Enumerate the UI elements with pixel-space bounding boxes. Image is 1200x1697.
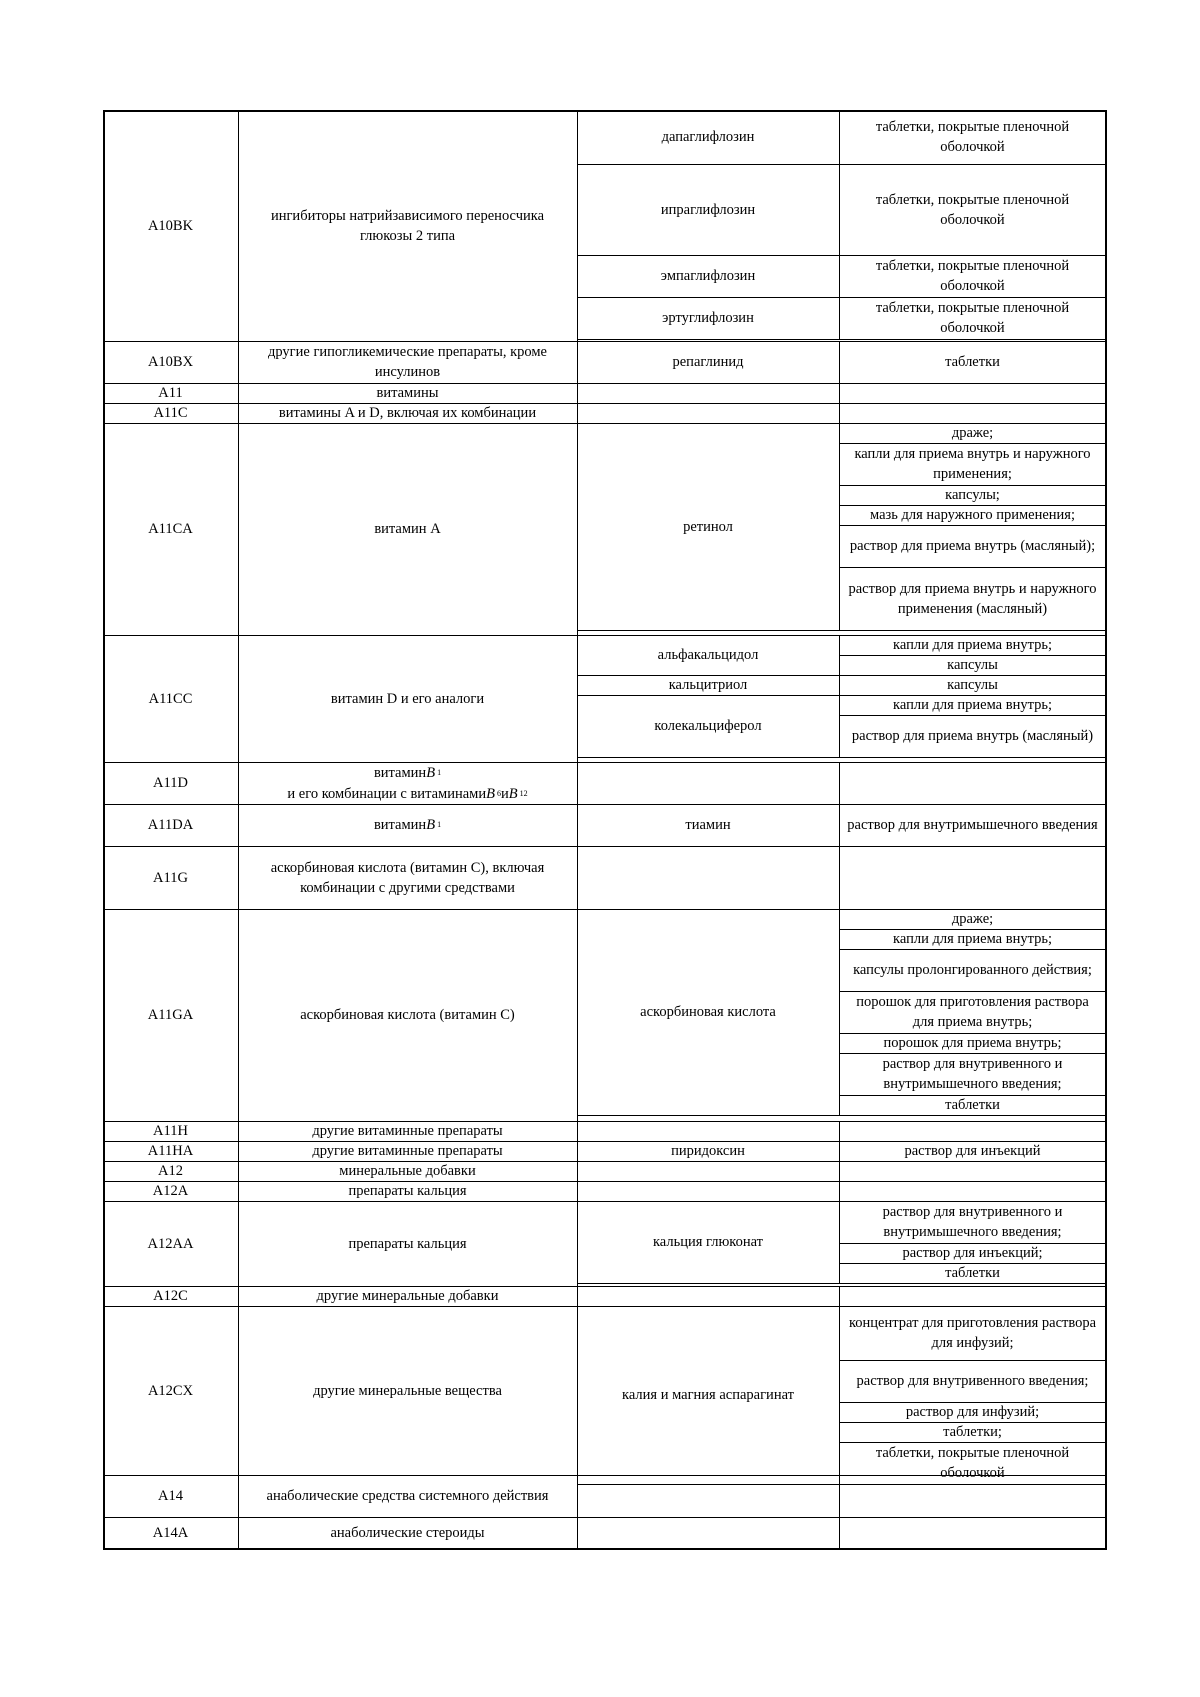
dosage-form: раствор для внутривенного введения; xyxy=(856,1373,1089,1389)
atc-code: A14 xyxy=(158,1488,183,1504)
drug-name: эмпаглифлозин xyxy=(660,268,756,284)
dosage-form: порошок для приема внутрь; xyxy=(883,1035,1062,1051)
dosage-form: капли для приема внутрь; xyxy=(893,637,1052,653)
dosage-form: таблетки, покрытые пленочной оболочкой xyxy=(875,1445,1070,1481)
dosage-form: раствор для приема внутрь и наружного применения (масляный) xyxy=(848,580,1097,617)
atc-code: A11DA xyxy=(147,817,194,833)
dosage-form: порошок для приготовления раствора для приема внутрь; xyxy=(856,994,1089,1030)
atc-code: A12 xyxy=(158,1163,183,1179)
drug-name: тиамин xyxy=(685,817,731,833)
dosage-form: мазь для наружного применения; xyxy=(870,507,1075,523)
atc-code: A12C xyxy=(153,1288,188,1304)
anatomical-group: витамины A и D, включая их комбинации xyxy=(278,405,537,421)
dosage-form: раствор для инфузий; xyxy=(905,1404,1040,1420)
table-outer-border xyxy=(103,110,1107,1550)
vitamin-letter: B xyxy=(486,785,495,802)
anatomical-group: другие витаминные препараты xyxy=(312,1123,503,1139)
anatomical-group: другие витаминные препараты xyxy=(312,1143,503,1159)
vitamin-subscript: 12 xyxy=(519,788,528,798)
dosage-form: раствор для приема внутрь (масляный); xyxy=(849,538,1096,554)
atc-code: A11 xyxy=(158,385,183,401)
group-text: и его комбинации с витаминами xyxy=(287,785,487,802)
dosage-form: капли для приема внутрь; xyxy=(893,931,1052,947)
vitamin-letter: B xyxy=(508,785,518,802)
dosage-form: капсулы xyxy=(947,677,998,693)
dosage-form: концентрат для приготовления раствора для инфузий; xyxy=(848,1315,1097,1351)
anatomical-group: аскорбиновая кислота (витамин C), включая комбинации с другими средствами xyxy=(270,859,545,896)
dosage-form: капсулы; xyxy=(945,487,1000,503)
dosage-form: таблетки, покрытые пленочной оболочкой xyxy=(875,191,1070,228)
atc-code: A14A xyxy=(152,1525,189,1541)
dosage-form: таблетки, покрытые пленочной оболочкой xyxy=(875,119,1070,155)
dosage-form: таблетки xyxy=(945,354,1000,370)
atc-code: A11HA xyxy=(147,1143,194,1159)
group-text: и xyxy=(500,785,509,802)
atc-code: A11GA xyxy=(147,1007,194,1023)
drug-name: колекальциферол xyxy=(654,718,762,734)
dosage-form: раствор для внутривенного и внутримышечного введения; xyxy=(882,1204,1063,1240)
vitamin-subscript: 1 xyxy=(437,767,442,777)
medication-classification-table xyxy=(103,110,1106,1565)
atc-code: A11C xyxy=(153,405,188,421)
dosage-form: таблетки, покрытые пленочной оболочкой xyxy=(875,300,1070,336)
anatomical-group: другие гипогликемические препараты, кроме инсулинов xyxy=(268,344,547,380)
anatomical-group: другие минеральные вещества xyxy=(313,1382,502,1399)
anatomical-group: витамин D и его аналоги xyxy=(330,690,485,707)
anatomical-group: ингибиторы натрийзависимого переносчика глюкозы 2 типа xyxy=(270,207,545,244)
atc-code: A12AA xyxy=(147,1235,194,1252)
atc-code: A11G xyxy=(153,869,188,886)
anatomical-group: анаболические стероиды xyxy=(330,1525,485,1541)
atc-code: A11CA xyxy=(148,521,193,537)
dosage-form: таблетки xyxy=(945,1265,1000,1281)
vitamin-subscript: 6 xyxy=(496,788,501,798)
dosage-form: капсулы xyxy=(947,657,998,673)
group-text: витамин xyxy=(373,764,427,781)
anatomical-group: препараты кальция xyxy=(348,1183,467,1199)
anatomical-group: анаболические средства системного действия xyxy=(266,1488,549,1504)
drug-name: кальцитриол xyxy=(668,677,748,693)
dosage-form: раствор для инъекций xyxy=(904,1143,1041,1159)
drug-name: эртуглифлозин xyxy=(662,310,754,326)
dosage-form: раствор для инъекций; xyxy=(902,1245,1043,1261)
anatomical-group: витамин A xyxy=(374,521,441,537)
dosage-form: раствор для внутримышечного введения xyxy=(847,817,1098,833)
anatomical-group: препараты кальция xyxy=(348,1235,467,1252)
dosage-form: таблетки, покрытые пленочной оболочкой xyxy=(875,258,1070,294)
dosage-form: таблетки; xyxy=(943,1424,1002,1440)
drug-name: альфакальцидол xyxy=(657,647,759,663)
group-text: витамин xyxy=(373,817,427,833)
atc-code: A10BX xyxy=(147,354,194,370)
drug-name: дапаглифлозин xyxy=(661,129,755,145)
atc-code: A12A xyxy=(152,1183,189,1199)
atc-code: A12CX xyxy=(147,1382,194,1399)
dosage-form: раствор для внутривенного и внутримышечного введения; xyxy=(882,1056,1063,1092)
drug-name: ипраглифлозин xyxy=(660,201,756,218)
dosage-form: драже; xyxy=(951,911,994,927)
anatomical-group: витамины xyxy=(376,385,439,401)
drug-name: аскорбиновая кислота xyxy=(640,1004,776,1020)
dosage-form: капли для приема внутрь; xyxy=(893,697,1052,713)
drug-name: пиридоксин xyxy=(671,1143,745,1159)
drug-name: калия и магния аспарагинат xyxy=(622,1387,794,1403)
atc-code: A11D xyxy=(153,775,188,791)
drug-name: ретинол xyxy=(683,518,733,535)
atc-code: A10BK xyxy=(147,217,194,234)
dosage-form: капсулы пролонгированного действия; xyxy=(853,962,1092,978)
anatomical-group: другие минеральные добавки xyxy=(316,1288,499,1304)
anatomical-group: минеральные добавки xyxy=(339,1163,476,1179)
dosage-form: капли для приема внутрь и наружного применения; xyxy=(854,446,1091,482)
drug-name: репаглинид xyxy=(672,354,744,370)
dosage-form: драже; xyxy=(951,425,994,441)
dosage-form: раствор для приема внутрь (масляный) xyxy=(851,728,1094,744)
vitamin-letter: B xyxy=(426,764,436,781)
vitamin-subscript: 1 xyxy=(437,820,442,829)
drug-name: кальция глюконат xyxy=(652,1234,764,1250)
atc-code: A11H xyxy=(153,1123,188,1139)
atc-code: A11CC xyxy=(148,690,193,707)
dosage-form: таблетки xyxy=(945,1097,1000,1113)
anatomical-group: аскорбиновая кислота (витамин C) xyxy=(300,1007,515,1023)
vitamin-letter: B xyxy=(426,817,436,833)
